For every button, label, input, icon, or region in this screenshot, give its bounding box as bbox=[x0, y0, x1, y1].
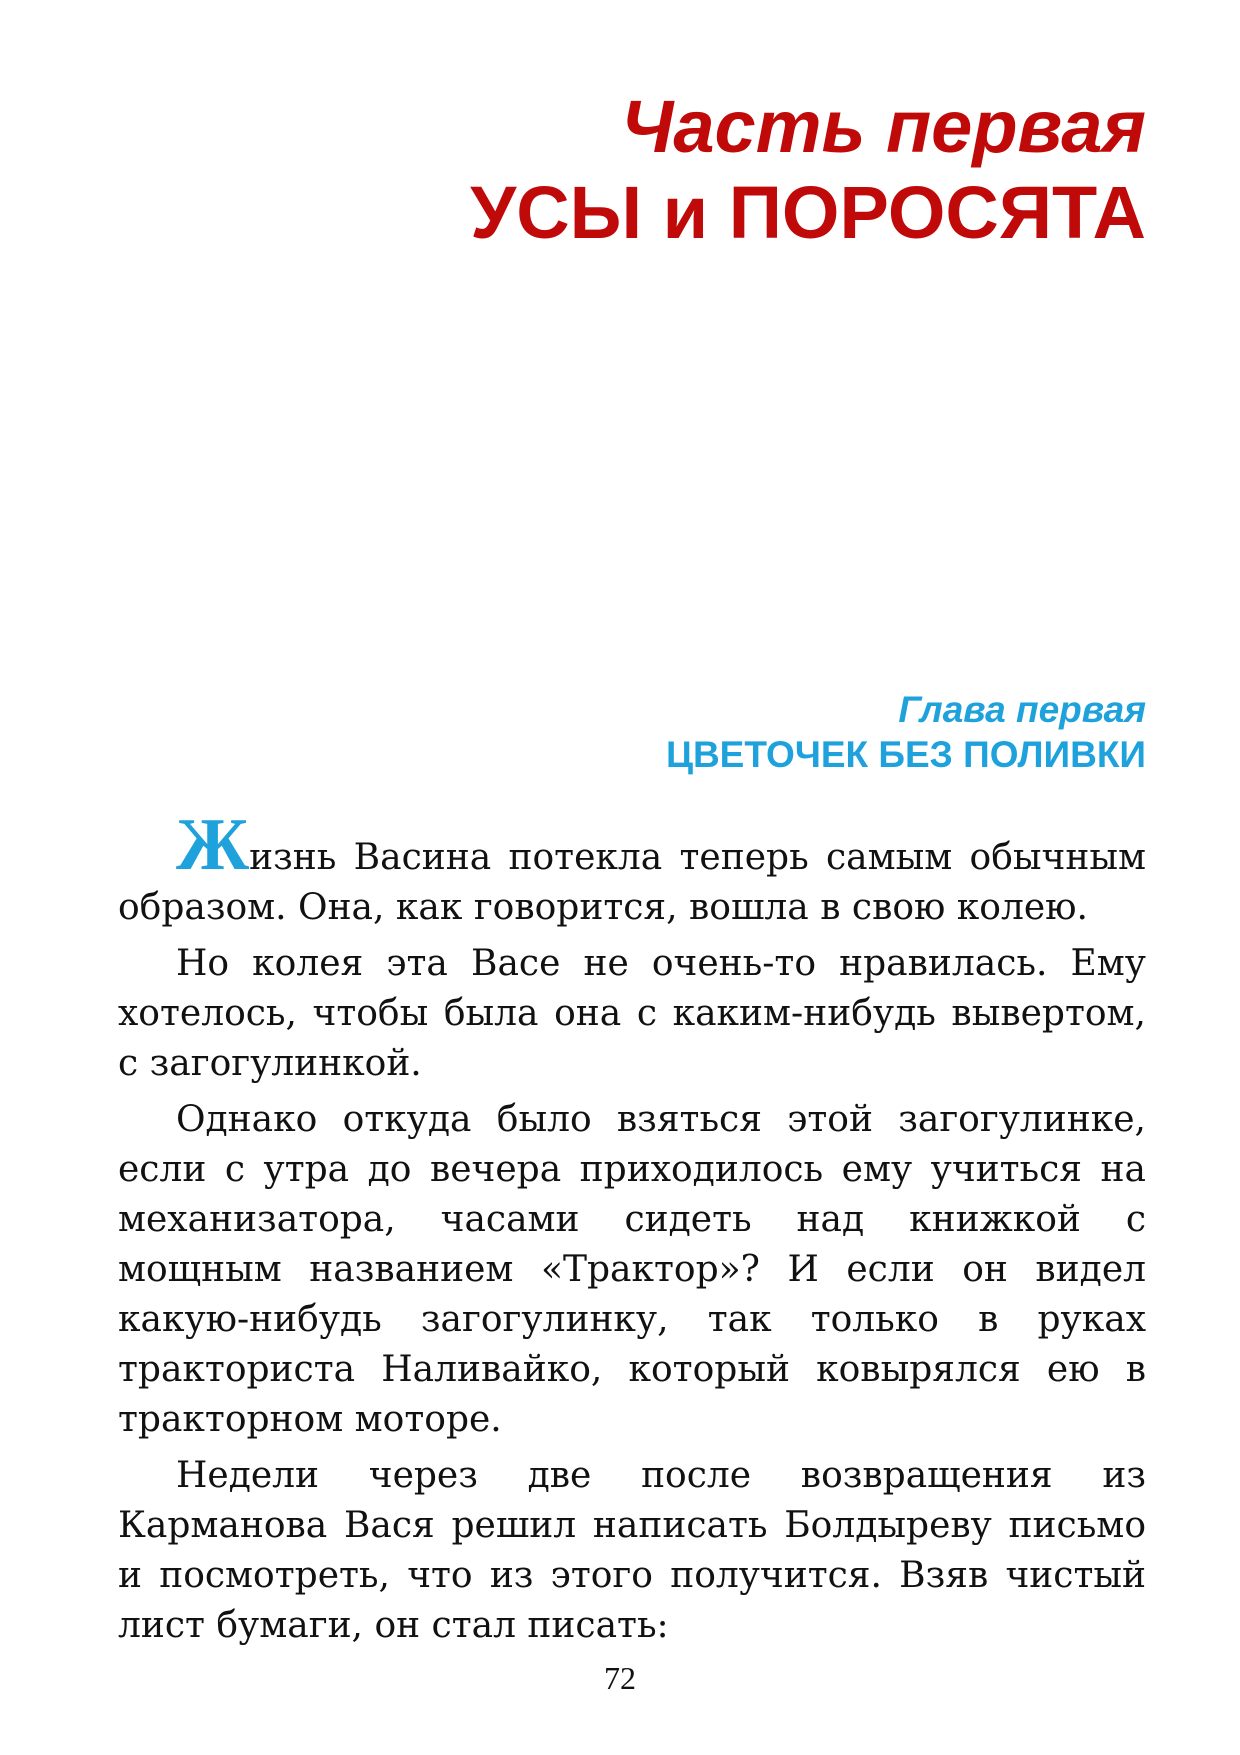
chapter-label: Глава первая bbox=[898, 689, 1146, 730]
body-text bbox=[118, 804, 1146, 1657]
paragraph bbox=[118, 1095, 1146, 1445]
chapter-title: ЦВЕТОЧЕК БЕЗ ПОЛИВКИ bbox=[665, 734, 1146, 775]
paragraph-text: Недели через две после возвращения из Карманова Вася решил написать Болдыреву письмо и посмотреть, что из этого получится. Взяв чистый лист бумаги, он стал писать: bbox=[118, 1455, 1146, 1646]
paragraph-text: Но колея эта Васе не очень-то нравилась. Ему хотелось, чтобы была она с каким-нибудь вывертом, с загогулинкой. bbox=[118, 943, 1146, 1084]
paragraph bbox=[118, 939, 1146, 1089]
chapter-heading bbox=[118, 688, 1146, 778]
part-title: УСЫ и ПОРОСЯТА bbox=[470, 171, 1146, 254]
part-heading bbox=[118, 84, 1146, 256]
page-number: 72 bbox=[604, 1660, 636, 1696]
paragraph bbox=[118, 1451, 1146, 1651]
part-label: Часть первая bbox=[620, 85, 1146, 168]
paragraph-text: Однако откуда было взяться этой загогулинке, если с утра до вечера приходилось ему учиться на механизатора, часами сидеть над книжкой с мощным названием «Трактор»? И если он видел какую-нибудь загогулинку, так только в руках тракториста Наливайко, который ковырялся ею в тракторном моторе. bbox=[118, 1099, 1146, 1440]
paragraph-text: изнь Васина потекла теперь самым обычным образом. Она, как говорится, вошла в свою колею. bbox=[118, 837, 1146, 928]
drop-cap: Ж bbox=[176, 804, 250, 886]
paragraph bbox=[118, 804, 1146, 933]
